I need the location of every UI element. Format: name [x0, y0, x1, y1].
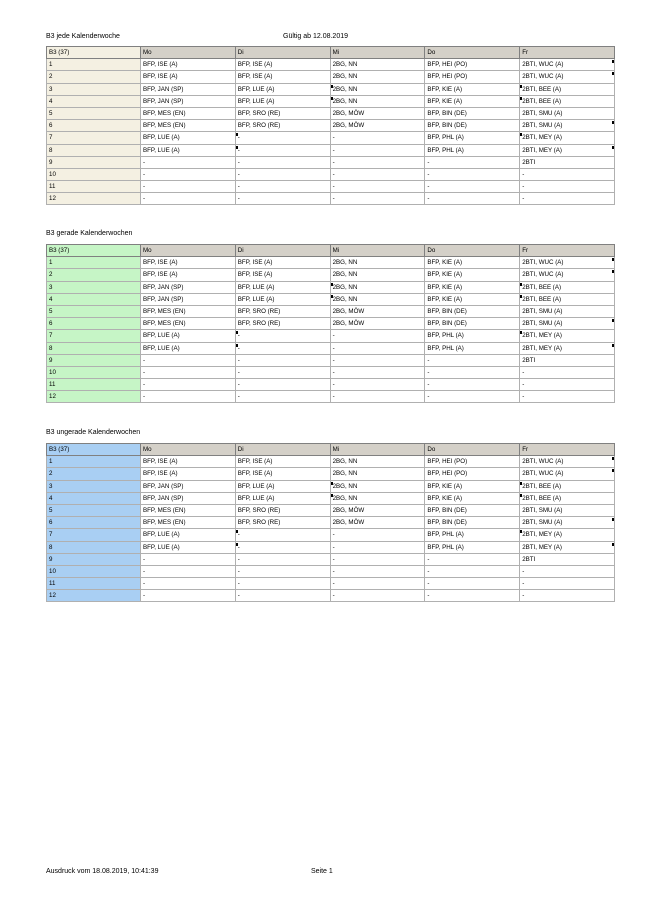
lesson-cell: 2BTI, SMU (A) — [520, 305, 615, 317]
table-row — [47, 156, 615, 168]
lesson-cell: - — [235, 144, 330, 156]
lesson-cell: 2BTI, BEE (A) — [520, 492, 615, 504]
header-row — [47, 245, 615, 257]
lesson-cell: BFP, BIN (DE) — [425, 107, 520, 119]
section-title-every-week: B3 jede Kalenderwoche — [46, 33, 120, 40]
lesson-cell: - — [425, 565, 520, 577]
lesson-cell: - — [235, 168, 330, 180]
lesson-cell: - — [141, 181, 236, 193]
lesson-cell: 2BTI, WUC (A) — [520, 59, 615, 71]
lesson-cell: BFP, SRO (RE) — [235, 107, 330, 119]
day-header: Mo — [141, 245, 236, 257]
hour-cell: 7 — [47, 330, 141, 342]
table-row — [47, 354, 615, 366]
lesson-cell: - — [330, 354, 425, 366]
hour-cell: 1 — [47, 59, 141, 71]
lesson-cell: - — [425, 379, 520, 391]
lesson-cell: - — [425, 156, 520, 168]
hour-cell: 11 — [47, 379, 141, 391]
lesson-cell: 2BG, NN — [330, 59, 425, 71]
hour-cell: 6 — [47, 120, 141, 132]
hour-cell: 8 — [47, 144, 141, 156]
lesson-cell: - — [330, 541, 425, 553]
print-timestamp: Ausdruck vom 18.08.2019, 10:41:39 — [46, 868, 159, 875]
lesson-cell: 2BTI, SMU (A) — [520, 517, 615, 529]
lesson-cell: 2BG, NN — [330, 71, 425, 83]
day-header: Fr — [520, 444, 615, 456]
lesson-cell: BFP, LUE (A) — [235, 492, 330, 504]
lesson-cell: 2BG, NN — [330, 492, 425, 504]
table-row — [47, 517, 615, 529]
lesson-cell: 2BG, MÖW — [330, 318, 425, 330]
class-header: B3 (37) — [47, 245, 141, 257]
lesson-cell: BFP, ISE (A) — [235, 71, 330, 83]
lesson-cell: BFP, PHL (A) — [425, 330, 520, 342]
lesson-cell: 2BG, MÖW — [330, 305, 425, 317]
lesson-cell: BFP, MES (EN) — [141, 318, 236, 330]
lesson-cell: BFP, PHL (A) — [425, 144, 520, 156]
hour-cell: 12 — [47, 391, 141, 403]
lesson-cell: 2BG, NN — [330, 83, 425, 95]
lesson-cell: BFP, KIE (A) — [425, 480, 520, 492]
section-title-even-weeks: B3 gerade Kalenderwochen — [46, 230, 133, 237]
lesson-cell: - — [330, 168, 425, 180]
lesson-cell: BFP, KIE (A) — [425, 293, 520, 305]
hour-cell: 5 — [47, 504, 141, 516]
table-row — [47, 269, 615, 281]
hour-cell: 8 — [47, 541, 141, 553]
hour-cell: 6 — [47, 517, 141, 529]
lesson-cell: BFP, KIE (A) — [425, 269, 520, 281]
lesson-cell: - — [425, 193, 520, 205]
lesson-cell: - — [235, 366, 330, 378]
lesson-cell: BFP, LUE (A) — [141, 529, 236, 541]
lesson-cell: 2BTI, BEE (A) — [520, 281, 615, 293]
lesson-cell: - — [425, 391, 520, 403]
lesson-cell: - — [235, 565, 330, 577]
day-header: Do — [425, 47, 520, 59]
lesson-cell: 2BG, NN — [330, 281, 425, 293]
lesson-cell: - — [520, 391, 615, 403]
lesson-cell: BFP, ISE (A) — [141, 456, 236, 468]
hour-cell: 9 — [47, 156, 141, 168]
hour-cell: 12 — [47, 193, 141, 205]
lesson-cell: BFP, LUE (A) — [235, 281, 330, 293]
day-header: Fr — [520, 245, 615, 257]
lesson-cell: 2BG, NN — [330, 293, 425, 305]
lesson-cell: BFP, MES (EN) — [141, 107, 236, 119]
timetable-every-week — [46, 46, 615, 205]
lesson-cell: - — [141, 366, 236, 378]
lesson-cell: BFP, ISE (A) — [235, 59, 330, 71]
lesson-cell: - — [141, 391, 236, 403]
lesson-cell: - — [235, 553, 330, 565]
lesson-cell: - — [425, 181, 520, 193]
lesson-cell: - — [330, 181, 425, 193]
lesson-cell: - — [425, 553, 520, 565]
table-row — [47, 95, 615, 107]
lesson-cell: - — [330, 578, 425, 590]
hour-cell: 11 — [47, 578, 141, 590]
lesson-cell: - — [520, 578, 615, 590]
lesson-cell: - — [330, 342, 425, 354]
lesson-cell: 2BTI, SMU (A) — [520, 504, 615, 516]
lesson-cell: 2BTI, WUC (A) — [520, 456, 615, 468]
table-row — [47, 71, 615, 83]
lesson-cell: - — [235, 354, 330, 366]
hour-cell: 1 — [47, 456, 141, 468]
day-header: Do — [425, 444, 520, 456]
lesson-cell: 2BG, NN — [330, 456, 425, 468]
table-row — [47, 565, 615, 577]
hour-cell: 7 — [47, 529, 141, 541]
lesson-cell: 2BTI, MEY (A) — [520, 330, 615, 342]
table-row — [47, 529, 615, 541]
day-header: Fr — [520, 47, 615, 59]
hour-cell: 1 — [47, 257, 141, 269]
lesson-cell: BFP, LUE (A) — [141, 342, 236, 354]
lesson-cell: BFP, KIE (A) — [425, 281, 520, 293]
table-row — [47, 366, 615, 378]
lesson-cell: - — [425, 354, 520, 366]
lesson-cell: - — [235, 342, 330, 354]
lesson-cell: BFP, HEI (PO) — [425, 71, 520, 83]
lesson-cell: 2BTI — [520, 156, 615, 168]
lesson-cell: 2BTI, SMU (A) — [520, 120, 615, 132]
lesson-cell: BFP, SRO (RE) — [235, 120, 330, 132]
hour-cell: 10 — [47, 366, 141, 378]
lesson-cell: BFP, PHL (A) — [425, 342, 520, 354]
lesson-cell: BFP, MES (EN) — [141, 517, 236, 529]
hour-cell: 2 — [47, 269, 141, 281]
hour-cell: 12 — [47, 590, 141, 602]
class-header: B3 (37) — [47, 444, 141, 456]
lesson-cell: - — [425, 366, 520, 378]
class-header: B3 (37) — [47, 47, 141, 59]
lesson-cell: - — [141, 379, 236, 391]
lesson-cell: BFP, LUE (A) — [141, 330, 236, 342]
lesson-cell: - — [425, 590, 520, 602]
lesson-cell: BFP, LUE (A) — [141, 132, 236, 144]
lesson-cell: 2BTI, MEY (A) — [520, 529, 615, 541]
day-header: Di — [235, 47, 330, 59]
lesson-cell: BFP, ISE (A) — [235, 456, 330, 468]
lesson-cell: BFP, PHL (A) — [425, 132, 520, 144]
table-row — [47, 379, 615, 391]
lesson-cell: BFP, MES (EN) — [141, 504, 236, 516]
lesson-cell: BFP, LUE (A) — [141, 144, 236, 156]
lesson-cell: BFP, ISE (A) — [235, 468, 330, 480]
lesson-cell: - — [330, 379, 425, 391]
lesson-cell: 2BTI, BEE (A) — [520, 480, 615, 492]
table-row — [47, 293, 615, 305]
table-row — [47, 456, 615, 468]
lesson-cell: BFP, BIN (DE) — [425, 120, 520, 132]
lesson-cell: BFP, KIE (A) — [425, 83, 520, 95]
lesson-cell: - — [235, 391, 330, 403]
lesson-cell: - — [520, 379, 615, 391]
table-row — [47, 181, 615, 193]
lesson-cell: BFP, PHL (A) — [425, 529, 520, 541]
lesson-cell: 2BG, NN — [330, 95, 425, 107]
lesson-cell: 2BTI, MEY (A) — [520, 144, 615, 156]
lesson-cell: 2BTI, WUC (A) — [520, 468, 615, 480]
table-row — [47, 541, 615, 553]
lesson-cell: BFP, MES (EN) — [141, 120, 236, 132]
hour-cell: 3 — [47, 480, 141, 492]
lesson-cell: BFP, ISE (A) — [141, 269, 236, 281]
lesson-cell: - — [235, 529, 330, 541]
lesson-cell: 2BTI, SMU (A) — [520, 318, 615, 330]
table-row — [47, 590, 615, 602]
day-header: Mi — [330, 444, 425, 456]
hour-cell: 9 — [47, 354, 141, 366]
lesson-cell: - — [235, 578, 330, 590]
lesson-cell: BFP, LUE (A) — [235, 95, 330, 107]
lesson-cell: 2BG, NN — [330, 468, 425, 480]
lesson-cell: 2BTI — [520, 354, 615, 366]
section-title-odd-weeks: B3 ungerade Kalenderwochen — [46, 429, 141, 436]
lesson-cell: BFP, MES (EN) — [141, 305, 236, 317]
lesson-cell: - — [235, 330, 330, 342]
table-row — [47, 391, 615, 403]
lesson-cell: - — [141, 193, 236, 205]
lesson-cell: - — [141, 354, 236, 366]
hour-cell: 4 — [47, 95, 141, 107]
hour-cell: 4 — [47, 293, 141, 305]
lesson-cell: BFP, ISE (A) — [141, 257, 236, 269]
lesson-cell: 2BG, NN — [330, 480, 425, 492]
lesson-cell: - — [330, 132, 425, 144]
lesson-cell: - — [235, 541, 330, 553]
lesson-cell: BFP, SRO (RE) — [235, 517, 330, 529]
lesson-cell: BFP, BIN (DE) — [425, 517, 520, 529]
lesson-cell: 2BG, MÖW — [330, 504, 425, 516]
header-row — [47, 47, 615, 59]
lesson-cell: BFP, BIN (DE) — [425, 504, 520, 516]
day-header: Mo — [141, 47, 236, 59]
lesson-cell: - — [520, 565, 615, 577]
page-number: Seite 1 — [311, 868, 333, 875]
lesson-cell: 2BG, NN — [330, 269, 425, 281]
table-row — [47, 83, 615, 95]
lesson-cell: - — [520, 590, 615, 602]
hour-cell: 6 — [47, 318, 141, 330]
table-row — [47, 492, 615, 504]
lesson-cell: 2BTI, BEE (A) — [520, 83, 615, 95]
lesson-cell: - — [425, 168, 520, 180]
lesson-cell: BFP, KIE (A) — [425, 95, 520, 107]
lesson-cell: 2BTI, BEE (A) — [520, 293, 615, 305]
table-row — [47, 330, 615, 342]
lesson-cell: BFP, LUE (A) — [141, 541, 236, 553]
lesson-cell: 2BG, MÖW — [330, 107, 425, 119]
hour-cell: 2 — [47, 468, 141, 480]
lesson-cell: 2BTI, MEY (A) — [520, 132, 615, 144]
day-header: Mo — [141, 444, 236, 456]
lesson-cell: - — [235, 132, 330, 144]
lesson-cell: 2BTI, SMU (A) — [520, 107, 615, 119]
table-row — [47, 553, 615, 565]
hour-cell: 10 — [47, 565, 141, 577]
lesson-cell: - — [330, 193, 425, 205]
table-row — [47, 281, 615, 293]
lesson-cell: BFP, JAN (SP) — [141, 480, 236, 492]
lesson-cell: - — [425, 578, 520, 590]
lesson-cell: - — [235, 181, 330, 193]
hour-cell: 3 — [47, 83, 141, 95]
lesson-cell: - — [141, 553, 236, 565]
lesson-cell: - — [235, 193, 330, 205]
table-row — [47, 480, 615, 492]
lesson-cell: - — [330, 366, 425, 378]
lesson-cell: 2BG, NN — [330, 257, 425, 269]
lesson-cell: BFP, KIE (A) — [425, 257, 520, 269]
table-row — [47, 342, 615, 354]
lesson-cell: BFP, SRO (RE) — [235, 318, 330, 330]
lesson-cell: 2BTI, WUC (A) — [520, 71, 615, 83]
table-row — [47, 468, 615, 480]
hour-cell: 10 — [47, 168, 141, 180]
lesson-cell: - — [235, 379, 330, 391]
lesson-cell: BFP, JAN (SP) — [141, 293, 236, 305]
hour-cell: 5 — [47, 107, 141, 119]
lesson-cell: BFP, SRO (RE) — [235, 504, 330, 516]
lesson-cell: BFP, HEI (PO) — [425, 468, 520, 480]
timetable-even-weeks — [46, 244, 615, 403]
lesson-cell: - — [330, 330, 425, 342]
hour-cell: 4 — [47, 492, 141, 504]
lesson-cell: BFP, PHL (A) — [425, 541, 520, 553]
lesson-cell: - — [141, 578, 236, 590]
lesson-cell: BFP, LUE (A) — [235, 83, 330, 95]
hour-cell: 5 — [47, 305, 141, 317]
lesson-cell: BFP, JAN (SP) — [141, 281, 236, 293]
hour-cell: 3 — [47, 281, 141, 293]
lesson-cell: BFP, KIE (A) — [425, 492, 520, 504]
lesson-cell: 2BTI, BEE (A) — [520, 95, 615, 107]
lesson-cell: BFP, ISE (A) — [141, 468, 236, 480]
lesson-cell: - — [141, 590, 236, 602]
lesson-cell: - — [141, 565, 236, 577]
lesson-cell: - — [330, 590, 425, 602]
lesson-cell: BFP, HEI (PO) — [425, 59, 520, 71]
lesson-cell: 2BG, MÖW — [330, 517, 425, 529]
lesson-cell: - — [520, 366, 615, 378]
lesson-cell: - — [520, 181, 615, 193]
lesson-cell: - — [520, 168, 615, 180]
hour-cell: 7 — [47, 132, 141, 144]
lesson-cell: BFP, ISE (A) — [235, 269, 330, 281]
table-row — [47, 504, 615, 516]
day-header: Do — [425, 245, 520, 257]
table-row — [47, 305, 615, 317]
table-row — [47, 578, 615, 590]
lesson-cell: 2BTI, WUC (A) — [520, 257, 615, 269]
table-row — [47, 132, 615, 144]
day-header: Mi — [330, 47, 425, 59]
lesson-cell: BFP, BIN (DE) — [425, 318, 520, 330]
day-header: Mi — [330, 245, 425, 257]
lesson-cell: BFP, JAN (SP) — [141, 492, 236, 504]
lesson-cell: BFP, LUE (A) — [235, 480, 330, 492]
table-row — [47, 318, 615, 330]
lesson-cell: - — [330, 553, 425, 565]
table-row — [47, 144, 615, 156]
lesson-cell: BFP, JAN (SP) — [141, 83, 236, 95]
table-row — [47, 257, 615, 269]
lesson-cell: BFP, ISE (A) — [235, 257, 330, 269]
lesson-cell: BFP, HEI (PO) — [425, 456, 520, 468]
hour-cell: 2 — [47, 71, 141, 83]
lesson-cell: 2BTI, WUC (A) — [520, 269, 615, 281]
lesson-cell: BFP, BIN (DE) — [425, 305, 520, 317]
lesson-cell: - — [330, 156, 425, 168]
lesson-cell: - — [330, 529, 425, 541]
day-header: Di — [235, 245, 330, 257]
lesson-cell: - — [235, 590, 330, 602]
table-row — [47, 59, 615, 71]
hour-cell: 8 — [47, 342, 141, 354]
lesson-cell: BFP, ISE (A) — [141, 59, 236, 71]
lesson-cell: - — [330, 144, 425, 156]
lesson-cell: - — [520, 193, 615, 205]
lesson-cell: - — [330, 565, 425, 577]
lesson-cell: - — [235, 156, 330, 168]
table-row — [47, 120, 615, 132]
header-row — [47, 444, 615, 456]
lesson-cell: 2BG, MÖW — [330, 120, 425, 132]
lesson-cell: BFP, LUE (A) — [235, 293, 330, 305]
timetable-odd-weeks — [46, 443, 615, 602]
valid-from-date: Gültig ab 12.08.2019 — [283, 33, 348, 40]
day-header: Di — [235, 444, 330, 456]
lesson-cell: - — [141, 156, 236, 168]
hour-cell: 9 — [47, 553, 141, 565]
lesson-cell: BFP, JAN (SP) — [141, 95, 236, 107]
lesson-cell: BFP, SRO (RE) — [235, 305, 330, 317]
lesson-cell: 2BTI, MEY (A) — [520, 541, 615, 553]
table-row — [47, 193, 615, 205]
lesson-cell: BFP, ISE (A) — [141, 71, 236, 83]
hour-cell: 11 — [47, 181, 141, 193]
lesson-cell: - — [330, 391, 425, 403]
lesson-cell: 2BTI, MEY (A) — [520, 342, 615, 354]
table-row — [47, 168, 615, 180]
table-row — [47, 107, 615, 119]
lesson-cell: 2BTI — [520, 553, 615, 565]
lesson-cell: - — [141, 168, 236, 180]
